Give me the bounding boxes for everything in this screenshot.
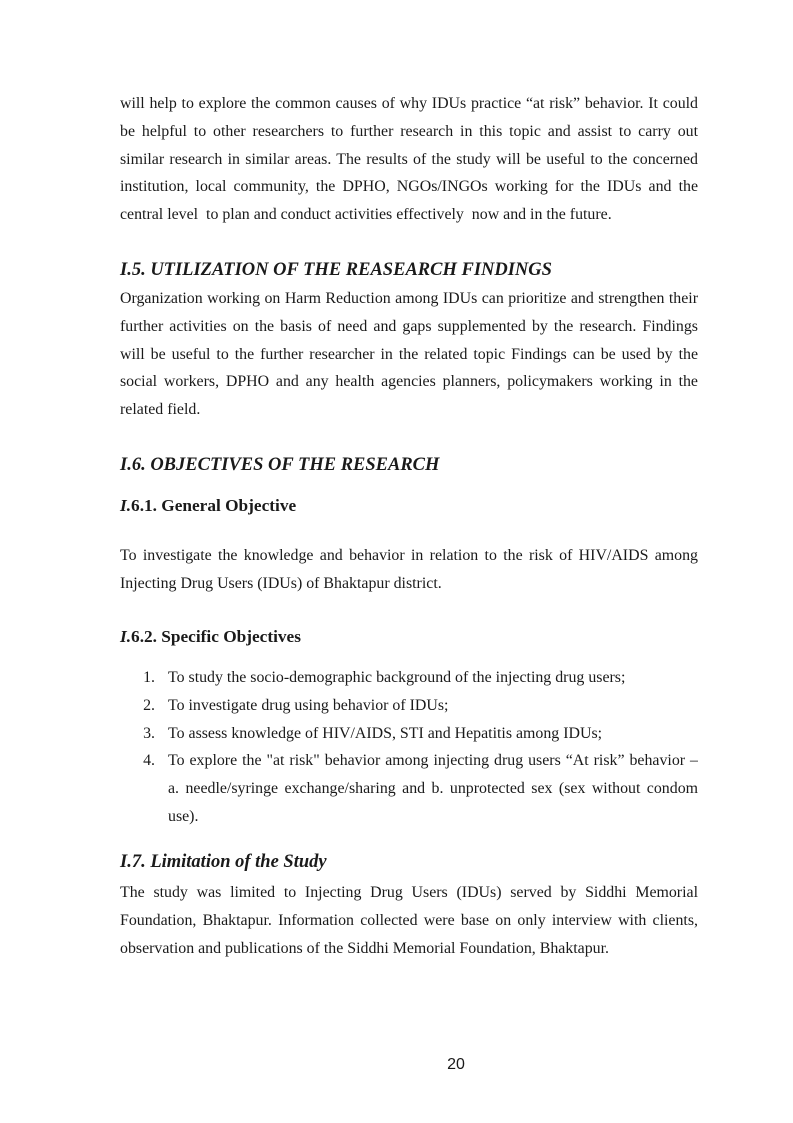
list-item-number: 2. xyxy=(143,696,155,714)
paragraph-general-objective xyxy=(120,542,698,598)
list-item-text xyxy=(168,747,698,830)
paragraph-line: central level to plan and conduct activities effectively now and in the future. xyxy=(120,206,612,223)
paragraph-line: further activities on the basis of need and gaps supplemented by the research. Findings xyxy=(120,317,698,335)
subsection-heading-general-objective: I.6.1. General Objective xyxy=(120,496,297,515)
paragraph-line: similar research in similar areas. The results of the study will be useful to the concerned xyxy=(120,150,698,168)
list-item-text xyxy=(168,664,698,692)
list-item-number: 4. xyxy=(143,752,155,770)
list-item-line: To assess knowledge of HIV/AIDS, STI and Hepatitis among IDUs; xyxy=(168,724,603,742)
list-item-number: 1. xyxy=(143,669,155,686)
list-item-line: To study the socio-demographic background of the injecting drug users; xyxy=(168,669,626,686)
paragraph-intro xyxy=(120,90,698,229)
paragraph-line: observation and publications of the Siddhi Memorial Foundation, Bhaktapur. xyxy=(120,939,610,957)
list-item-text xyxy=(168,720,698,748)
paragraph-line: social workers, DPHO and any health agencies planners, policymakers working in the xyxy=(120,373,698,391)
list-item-line: a. needle/syringe exchange/sharing and b. unprotected sex (sex without condom xyxy=(168,780,698,797)
list-item-text xyxy=(168,692,698,720)
list-item xyxy=(120,747,698,830)
section-heading-utilization: I.5. UTILIZATION OF THE REASEARCH FINDINGS xyxy=(120,260,552,280)
page-number: 20 xyxy=(447,1056,465,1073)
paragraph-line: Foundation, Bhaktapur. Information collected were base on only interview with clients, xyxy=(120,911,698,929)
list-item-line: use). xyxy=(168,807,199,825)
paragraph-line: institution, local community, the DPHO, NGOs/INGOs working for the IDUs and the xyxy=(120,178,698,196)
paragraph-line: To investigate the knowledge and behavior in relation to the risk of HIV/AIDS among xyxy=(120,547,698,564)
subsection-heading-specific-objectives: I.6.2. Specific Objectives xyxy=(120,627,301,646)
list-item-number: 3. xyxy=(143,724,155,742)
paragraph-line: Organization working on Harm Reduction among IDUs can prioritize and strengthen their xyxy=(120,290,698,307)
paragraph-line: related field. xyxy=(120,401,201,418)
list-item-line: To investigate drug using behavior of IDUs; xyxy=(168,696,449,714)
paragraph-line: be helpful to other researchers to further research in this topic and assist to carry out xyxy=(120,122,698,140)
paragraph-line: will help to explore the common causes of why IDUs practice “at risk” behavior. It could xyxy=(120,95,698,112)
section-heading-limitation: I.7. Limitation of the Study xyxy=(120,852,327,872)
list-item xyxy=(120,720,698,748)
list-item xyxy=(120,692,698,720)
paragraph-limitation xyxy=(120,879,698,962)
paragraph-line: Injecting Drug Users (IDUs) of Bhaktapur district. xyxy=(120,574,442,592)
list-item xyxy=(120,664,698,692)
paragraph-utilization xyxy=(120,285,698,424)
list-item-line: To explore the "at risk" behavior among injecting drug users “At risk” behavior – xyxy=(168,752,698,770)
paragraph-line: The study was limited to Injecting Drug Users (IDUs) served by Siddhi Memorial xyxy=(120,884,698,901)
specific-objectives-list xyxy=(120,664,698,831)
section-heading-objectives: I.6. OBJECTIVES OF THE RESEARCH xyxy=(120,455,440,475)
paragraph-line: will be useful to the further researcher in the related topic Findings can be used by the xyxy=(120,345,698,363)
